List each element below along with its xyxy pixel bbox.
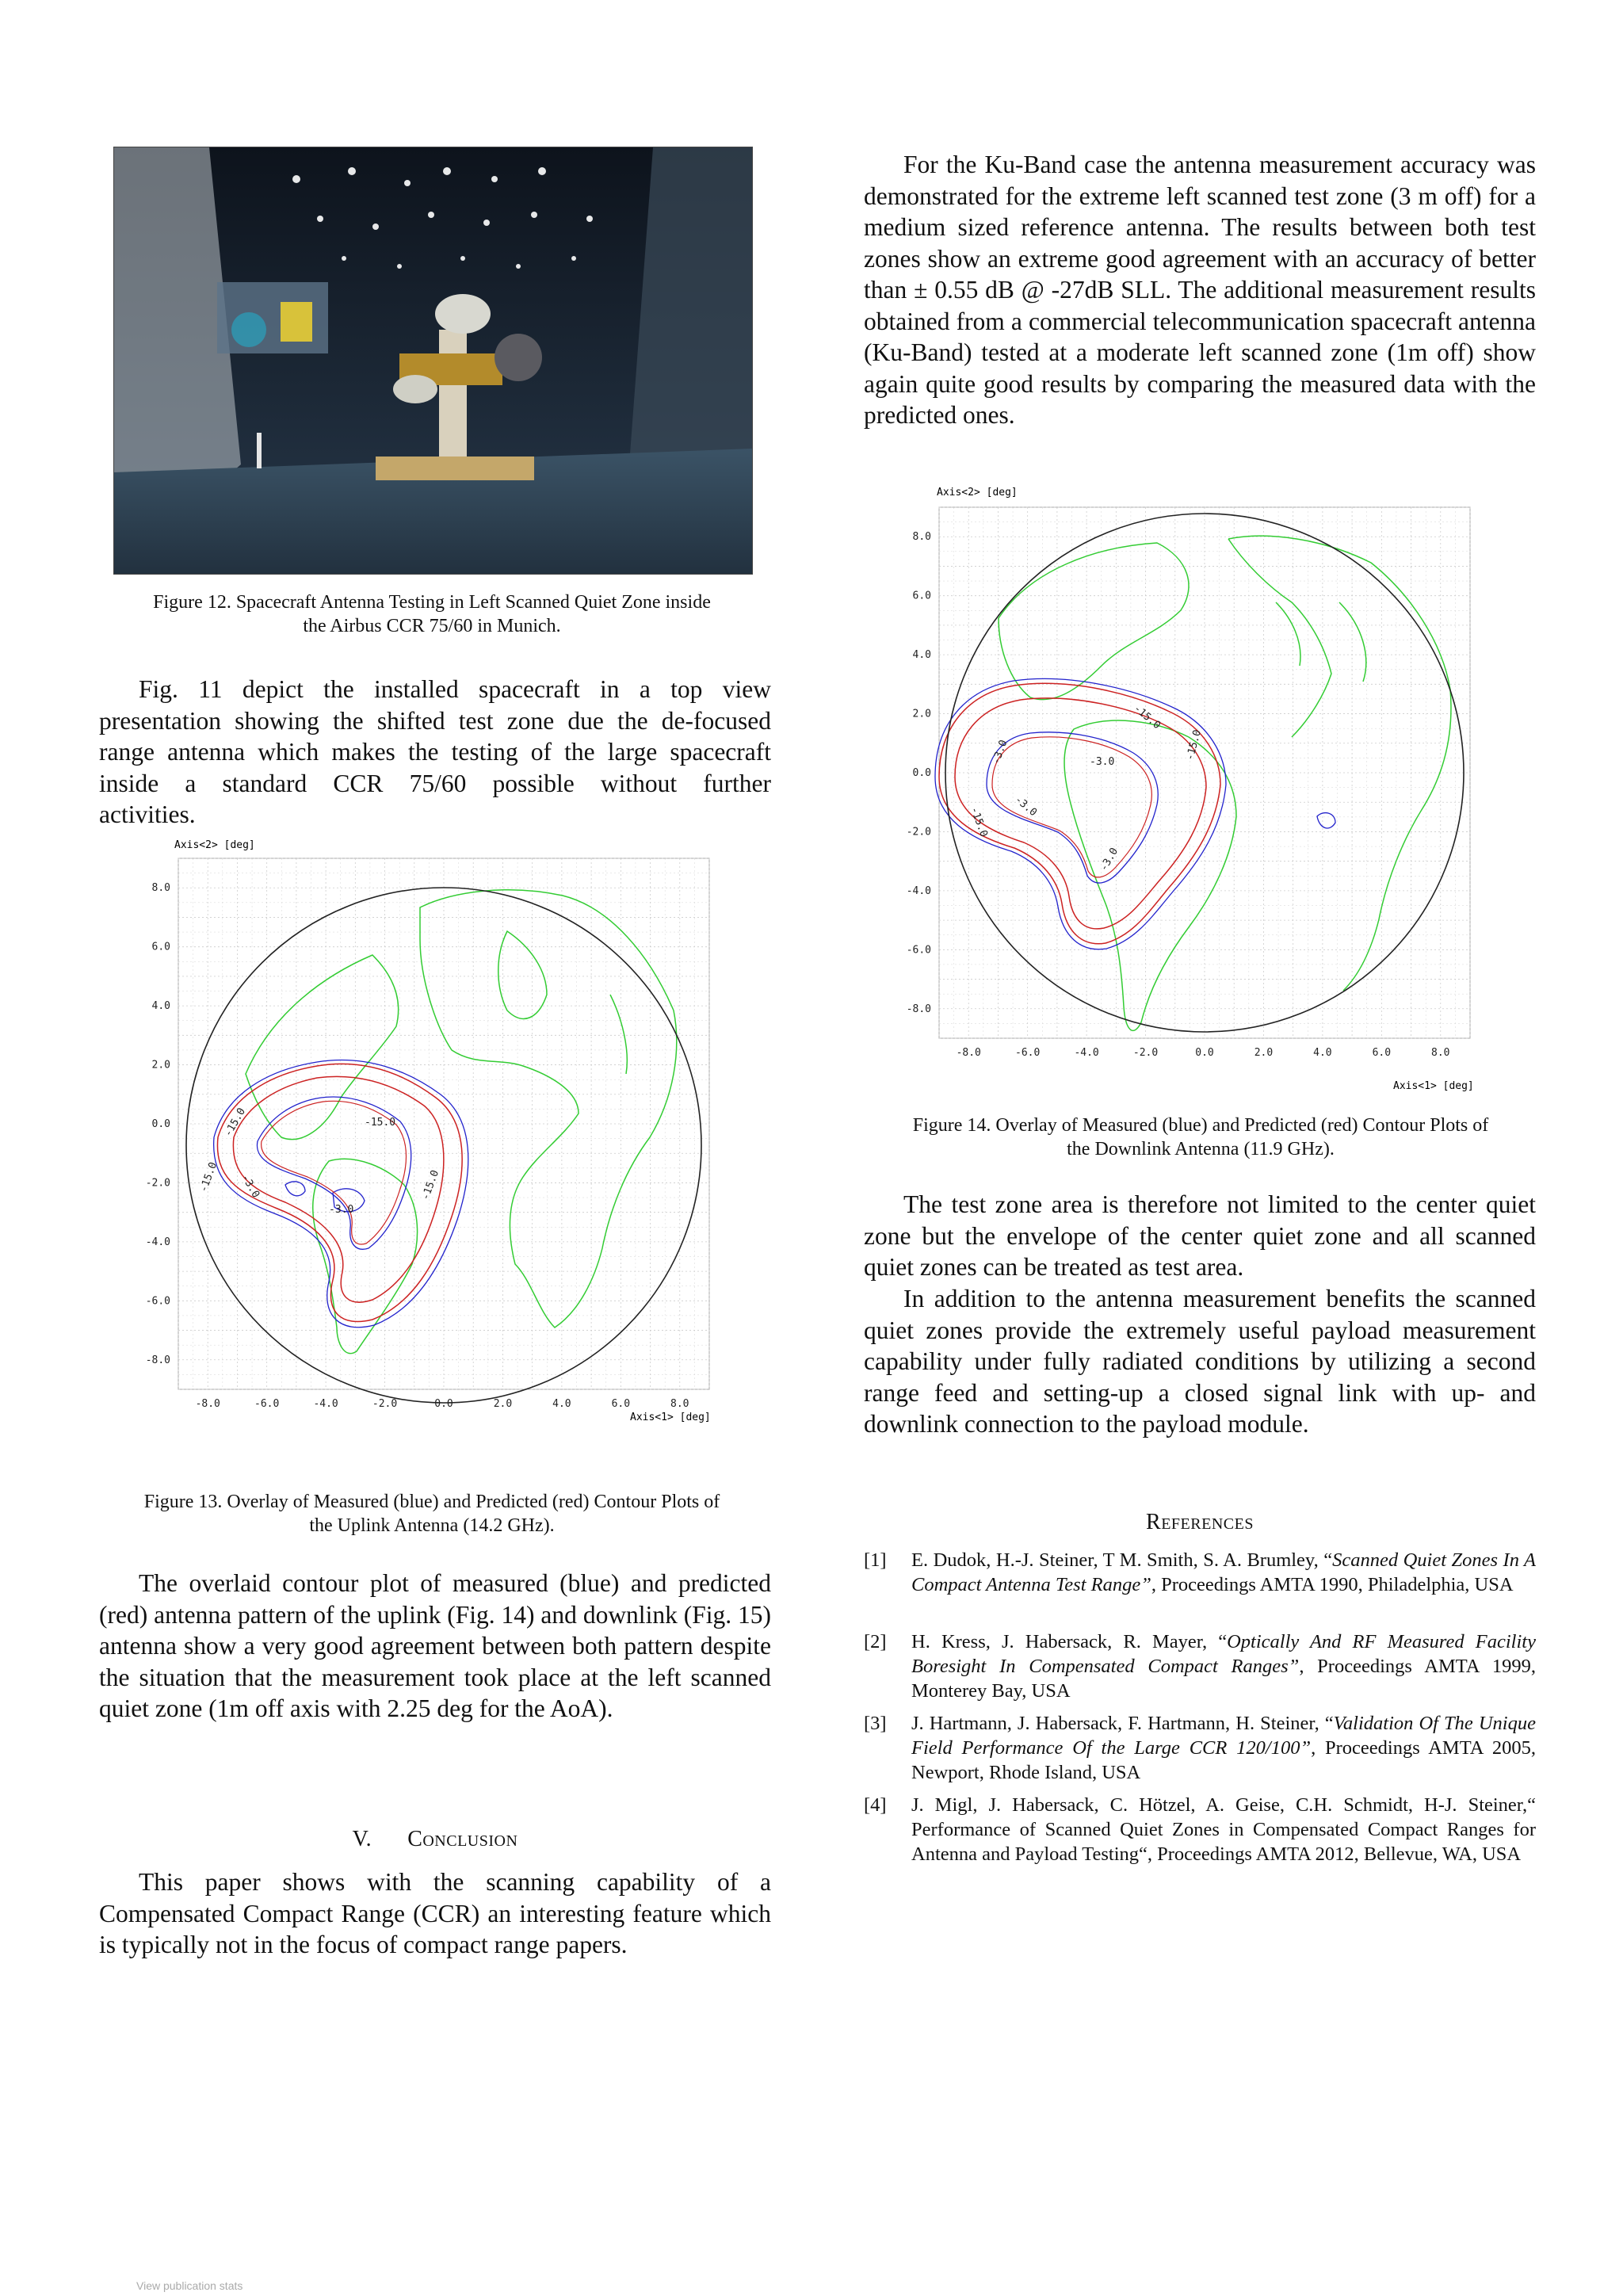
publication-stats-link[interactable]: View publication stats <box>136 2279 243 2292</box>
figure-14-caption-line-2: the Downlink Antenna (11.9 GHz). <box>1067 1139 1335 1159</box>
figure-13-caption-line-1: Figure 13. Overlay of Measured (blue) and Predicted (red) Contour Plots of <box>143 1492 720 1512</box>
figure-13-caption <box>95 1490 769 1538</box>
reference-authors: H. Kress, J. Habersack, R. Mayer, “ <box>911 1631 1228 1652</box>
section-v-heading <box>99 1827 771 1852</box>
fig14-contour-label: -3.0 <box>1098 846 1121 873</box>
reference-authors: J. Hartmann, J. Habersack, F. Hartmann, H. Steiner, “ <box>911 1713 1334 1734</box>
reference-text <box>911 1793 1536 1866</box>
figure-14-plot <box>896 483 1514 1102</box>
right-paragraph-1: For the Ku-Band case the antenna measurement accuracy was demonstrated for the extreme left scanned test zone (3 m off) for a medium sized reference antenna. The results between both test zones show an extreme good agreement with an accuracy of better than ± 0.55 dB @ -27dB SLL. The additional measurement results obtained from a commercial telecommunication spacecraft antenna (Ku-Band) tested at a moderate left scanned zone (1m off) show again quite good results by comparing the measured data with the predicted ones. <box>864 151 1536 429</box>
fig13-y-tick-label: 2.0 <box>151 1059 170 1072</box>
fig14-y-tick-label: 4.0 <box>912 649 931 662</box>
section-title: Conclusion <box>407 1827 518 1851</box>
chamber-illustration <box>114 147 752 574</box>
fig14-ylabel: Axis<2> [deg] <box>937 487 1018 499</box>
fig14-y-tick-label: 2.0 <box>912 708 931 720</box>
left-p1-line-2: presentation showing the shifted test zone due the de-focused <box>99 706 771 735</box>
fig13-x-tick-label: -8.0 <box>195 1398 220 1410</box>
fig13-ylabel: Axis<2> [deg] <box>174 839 255 851</box>
reference-3 <box>864 1711 1536 1786</box>
fig13-x-tick-label: 8.0 <box>670 1398 689 1410</box>
references-heading: References <box>1146 1510 1254 1534</box>
reference-1 <box>864 1548 1536 1623</box>
reference-number: [1] <box>864 1549 887 1571</box>
left-p1-line-5: activities. <box>99 800 196 828</box>
reference-authors: E. Dudok, H.-J. Steiner, T M. Smith, S. A. Brumley, “ <box>911 1549 1333 1571</box>
fig14-x-tick-label: -4.0 <box>1074 1047 1099 1059</box>
figure-14-caption-line-1: Figure 14. Overlay of Measured (blue) and Predicted (red) Contour Plots of <box>912 1115 1489 1136</box>
fig13-x-tick-label: 4.0 <box>552 1398 571 1410</box>
fig13-x-tick-label: -4.0 <box>313 1398 338 1410</box>
fig13-y-tick-label: 4.0 <box>151 1000 170 1013</box>
left-paragraph-2: The overlaid contour plot of measured (blue) and predicted (red) antenna pattern of the uplink (Fig. 14) and downlink (Fig. 15) antenna show a very good agreement between both pattern despite the situation that the measurement took place at the left scanned quiet zone (1m off axis with 2.25 deg for the AoA). <box>99 1569 771 1722</box>
figure-12-caption <box>95 590 769 638</box>
figure-12-caption-line-2: the Airbus CCR 75/60 in Munich. <box>303 616 561 636</box>
fig13-y-tick-label: 8.0 <box>151 882 170 895</box>
reference-2 <box>864 1629 1536 1705</box>
fig14-x-tick-label: 6.0 <box>1372 1047 1392 1059</box>
reference-number: [2] <box>864 1631 887 1652</box>
section-number: V. <box>352 1827 372 1851</box>
fig14-xlabel: Axis<1> [deg] <box>1393 1080 1474 1092</box>
reference-authors: J. Migl, J. Habersack, C. Hötzel, A. Geise, C.H. Schmidt, H-J. Steiner,“ Performance of Scanned Quiet Zones in Compensated Compact Ranges for Antenna and Payload Testing“, Proceedings AMTA 2012, Bellevue, WA, USA <box>911 1794 1536 1865</box>
reference-title: Validation Of The Unique Field Performance Of the Large CCR 120/100” <box>911 1713 1536 1759</box>
fig14-x-tick-label: 4.0 <box>1313 1047 1332 1059</box>
fig13-y-tick-label: -8.0 <box>145 1354 170 1366</box>
left-paragraph-1 <box>99 674 771 831</box>
reference-source: , Proceedings AMTA 2005, Newport, Rhode Island, USA <box>911 1737 1536 1783</box>
reference-title: Optically And RF Measured Facility Boresight In Compensated Compact Ranges” <box>911 1631 1536 1677</box>
fig14-contour-label: -15.0 <box>1184 728 1204 762</box>
fig13-x-tick-label: 6.0 <box>611 1398 631 1410</box>
fig14-contour-label: -3.0 <box>990 738 1010 766</box>
fig14-x-tick-label: 8.0 <box>1431 1047 1450 1059</box>
reference-text <box>911 1711 1536 1785</box>
fig13-y-tick-label: -6.0 <box>145 1295 170 1308</box>
fig13-x-tick-label: -2.0 <box>372 1398 398 1410</box>
fig14-y-tick-label: -2.0 <box>906 826 931 839</box>
fig14-contour-label: -15.0 <box>968 805 990 839</box>
fig13-x-tick-label: -6.0 <box>254 1398 280 1410</box>
fig14-contour-label: -3.0 <box>1012 793 1040 819</box>
figure-12-caption-line-1: Figure 12. Spacecraft Antenna Testing in Left Scanned Quiet Zone inside <box>153 592 711 613</box>
reference-text <box>911 1548 1536 1597</box>
fig14-y-tick-label: -4.0 <box>906 884 931 897</box>
fig14-y-tick-label: 6.0 <box>912 590 931 602</box>
spacecraft-photo <box>113 147 753 575</box>
left-p1-line-3: range antenna which makes the testing of the large spacecraft <box>99 738 771 766</box>
fig14-x-tick-label: -2.0 <box>1132 1047 1159 1059</box>
right-paragraph-3: In addition to the antenna measurement benefits the scanned quiet zones provide the extremely useful payload measurement capability under fully radiated conditions by utilizing a second range feed and setting-up a closed signal link with up- and downlink connection to the payload module. <box>864 1285 1536 1438</box>
fig14-coastlines <box>999 536 1451 1030</box>
figure-14-caption <box>856 1114 1545 1161</box>
fig14-y-tick-label: -8.0 <box>906 1003 931 1015</box>
fig13-y-tick-label: -2.0 <box>145 1177 170 1190</box>
fig14-y-tick-label: 0.0 <box>912 767 931 779</box>
fig13-frame <box>178 858 709 1389</box>
fig14-x-ticks <box>957 1047 1450 1059</box>
fig13-x-tick-label: 2.0 <box>493 1398 513 1410</box>
fig13-x-ticks <box>196 1398 689 1410</box>
fig14-y-tick-label: 8.0 <box>912 531 931 544</box>
reference-source: , Proceedings AMTA 1999, Monterey Bay, USA <box>911 1656 1536 1702</box>
figure-13-caption-line-2: the Uplink Antenna (14.2 GHz). <box>309 1515 555 1536</box>
reference-number: [4] <box>864 1794 887 1816</box>
figure-14-svg <box>896 483 1514 1102</box>
fig13-y-ticks <box>146 882 170 1366</box>
fig14-x-tick-label: 0.0 <box>1195 1047 1214 1059</box>
fig14-x-tick-label: 2.0 <box>1254 1047 1274 1059</box>
right-paragraph-2: The test zone area is therefore not limited to the center quiet zone but the envelope of the center quiet zone and all scanned quiet zones can be treated as test area. <box>864 1190 1536 1281</box>
fig14-contour-label: -15.0 <box>1131 702 1163 732</box>
reference-source: , Proceedings AMTA 1990, Philadelphia, USA <box>1151 1574 1514 1595</box>
fig14-x-tick-label: -8.0 <box>956 1047 981 1059</box>
fig13-contour-label: -15.0 <box>365 1117 396 1129</box>
fig13-contour-label: -15.0 <box>222 1106 249 1139</box>
fig14-contour-label: -3.0 <box>1090 756 1115 768</box>
left-p1-line-1: Fig. 11 depict the installed spacecraft in a top view <box>139 675 771 703</box>
fig13-x-tick-label: 0.0 <box>434 1398 453 1410</box>
fig13-contour-label: -3.0 <box>239 1172 262 1201</box>
fig13-contour-label: -15.0 <box>419 1168 442 1202</box>
reference-text <box>911 1629 1536 1703</box>
fig14-y-tick-label: -6.0 <box>906 944 931 957</box>
fig13-contour-label: -3.0 <box>329 1204 354 1216</box>
reference-4 <box>864 1793 1536 1896</box>
figure-13-svg <box>135 836 753 1470</box>
fig13-xlabel: Axis<1> [deg] <box>630 1412 711 1423</box>
reference-number: [3] <box>864 1713 887 1734</box>
fig13-y-tick-label: 6.0 <box>151 941 170 953</box>
fig13-contour-label: -15.0 <box>197 1160 220 1194</box>
fig13-y-tick-label: 0.0 <box>151 1118 170 1130</box>
left-p1-line-4: inside a standard CCR 75/60 possible without further <box>99 769 771 797</box>
fig14-x-tick-label: -6.0 <box>1015 1047 1041 1059</box>
figure-13-plot <box>135 836 753 1470</box>
reference-title: Scanned Quiet Zones In A Compact Antenna Test Range” <box>911 1549 1536 1595</box>
left-paragraph-3: This paper shows with the scanning capability of a Compensated Compact Range (CCR) an interesting feature which is typically not in the focus of compact range papers. <box>99 1868 771 1958</box>
fig13-y-tick-label: -4.0 <box>145 1236 170 1248</box>
fig14-y-ticks <box>907 531 931 1015</box>
